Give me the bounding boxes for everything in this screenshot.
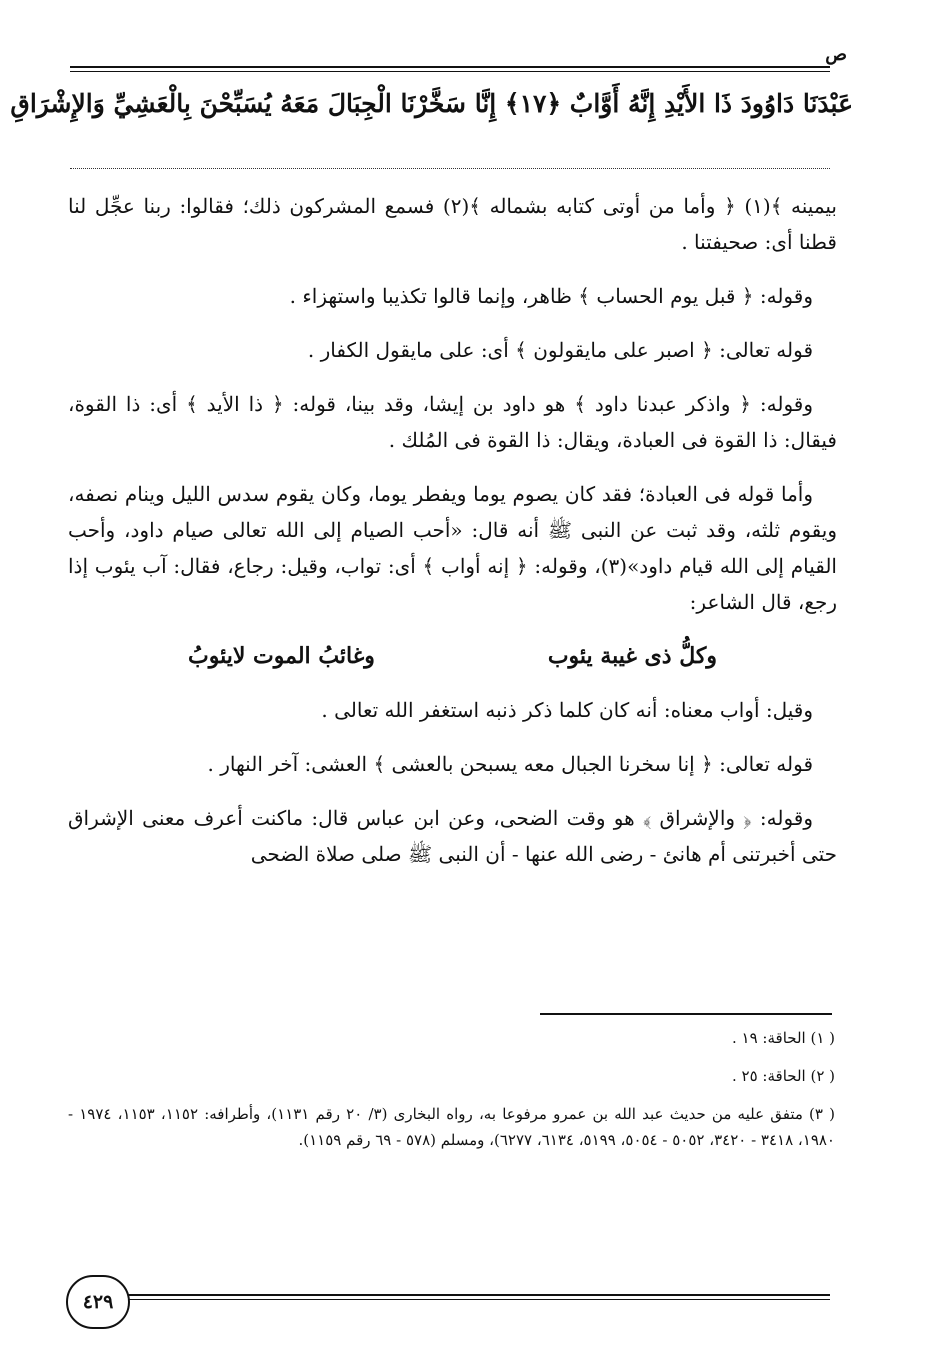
surah-name: ص bbox=[825, 44, 847, 65]
footnote-1: ( ١) الحاقة: ١٩ . bbox=[731, 1029, 835, 1047]
header-rule-bottom bbox=[70, 71, 830, 72]
paragraph-5: وأما قوله فى العبادة؛ فقد كان يصوم يوما ويفطر يوما، وكان يقوم سدس الليل وينام نصفه، ويقوم ثلثه، وقد ثبت عن النبى ﷺ أنه قال: «أحب الصيام إلى الله تعالى صيام داود، وأحب القيام إلى الله قيام داود»(٣)، وقوله: ﴿ إنه أواب ﴾ أى: تواب، وقيل: رجاع، فقال: آب يئوب إذا رجع، قال الشاعر: bbox=[68, 482, 837, 614]
poem-first-hemistich: وكلُّ ذى غيبة يئوب bbox=[547, 643, 717, 669]
footnote-3: ( ٣) متفق عليه من حديث عبد الله بن عمرو مرفوعا به، رواه البخارى (٣/ ٢٠ رقم ١١٣١)، وأطرافه: ١١٥٢، ١١٥٣، ١٩٧٤ - ١٩٨٠، ٣٤١٨ - ٣٤٢٠، ٥٠٥٢ - ٥٠٥٤، ٥١٩٩، ٦١٣٤، ٦٢٧٧)، ومسلم (٥٧٨ - ٦٩ رقم ١١٥٩). bbox=[68, 1105, 836, 1149]
footnotes bbox=[68, 1025, 835, 1165]
paragraph-8: وقوله: ﴿ والإشراق ﴾ هو وقت الضحى، وعن ابن عباس قال: ماكنت أعرف معنى الإشراق حتى أخبرتنى أم هانئ - رضى الله عنها - أن النبى ﷺ صلى صلاة الضحى bbox=[68, 806, 837, 866]
poem-second-hemistich: وغائبُ الموت لايئوبُ bbox=[188, 643, 375, 669]
quran-verse-line: عَبْدَنَا دَاوُودَ ذَا الأَيْدِ إِنَّهُ أَوَّابٌ ﴿١٧﴾ إِنَّا سَخَّرْنَا الْجِبَالَ مَعَهُ يُسَبِّحْنَ بِالْعَشِيِّ وَالإِشْرَاقِ bbox=[10, 89, 853, 118]
footnote-2: ( ٢) الحاقة: ٢٥ . bbox=[731, 1067, 835, 1085]
verse-separator bbox=[70, 168, 830, 169]
footer-rule-bottom bbox=[122, 1299, 830, 1300]
paragraph-3: قوله تعالى: ﴿ اصبر على مايقولون ﴾ أى: على مايقول الكفار . bbox=[307, 338, 813, 362]
paragraph-1: بيمينه ﴾(١) ﴿ وأما من أوتى كتابه بشماله ﴾(٢) فسمع المشركون ذلك؛ فقالوا: ربنا عجِّل لنا قطنا أى: صحيفتنا . bbox=[68, 194, 837, 254]
header-rule-top bbox=[70, 66, 830, 68]
paragraph-6: وقيل: أواب معناه: أنه كان كلما ذكر ذنبه استغفر الله تعالى . bbox=[321, 698, 813, 722]
paragraph-2: وقوله: ﴿ قبل يوم الحساب ﴾ ظاهر، وإنما قالوا تكذيبا واستهزاء . bbox=[289, 284, 813, 308]
paragraph-7: قوله تعالى: ﴿ إنا سخرنا الجبال معه يسبحن بالعشى ﴾ العشى: آخر النهار . bbox=[207, 752, 813, 776]
paragraph-4: وقوله: ﴿ واذكر عبدنا داود ﴾ هو داود بن إيشا، وقد بينا، قوله: ﴿ ذا الأيد ﴾ أى: ذا القوة، فيقال: ذا القوة فى العبادة، ويقال: ذا القوة فى المُلك . bbox=[68, 392, 837, 452]
commentary-body bbox=[68, 188, 837, 890]
page-number: ٤٢٩ bbox=[66, 1275, 130, 1329]
footer-rule-top bbox=[122, 1294, 830, 1296]
poem-verse bbox=[188, 638, 717, 674]
footnote-separator bbox=[540, 1013, 832, 1015]
